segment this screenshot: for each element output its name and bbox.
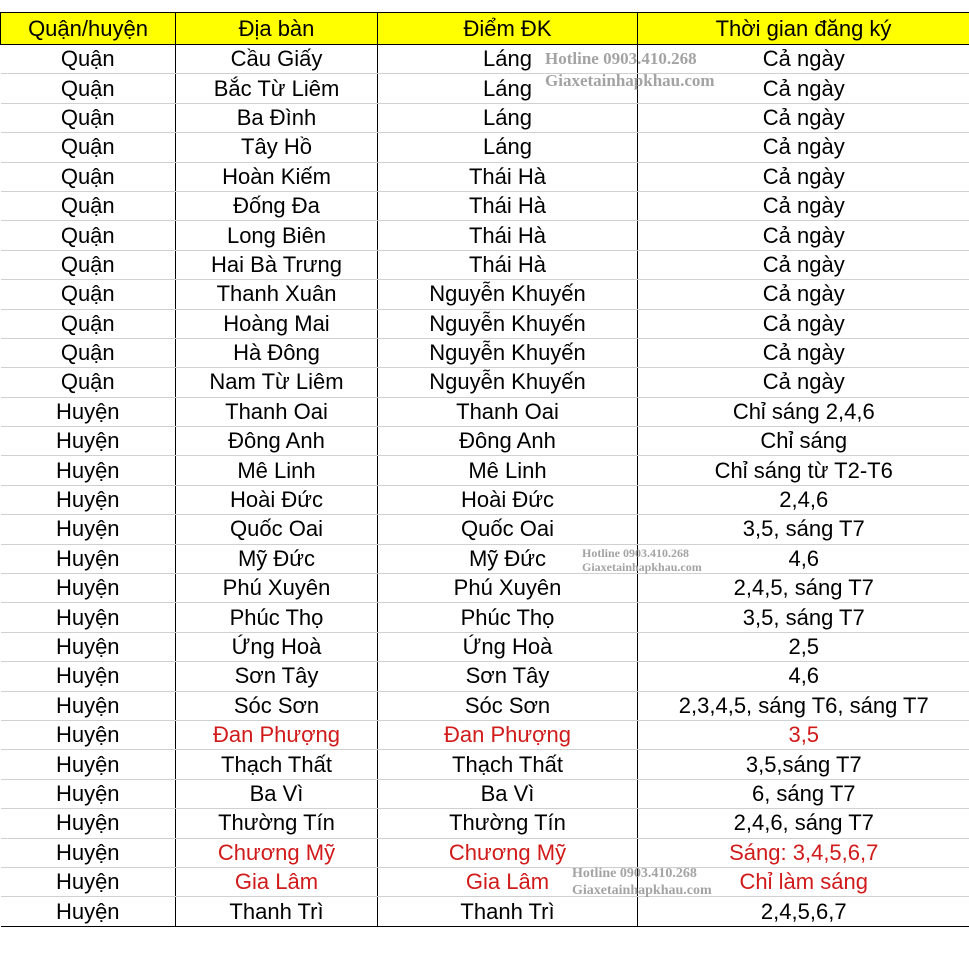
cell-district-type: Quận xyxy=(1,338,176,367)
cell-registration-time: Cả ngày xyxy=(638,368,969,397)
cell-registration-time: 2,4,5, sáng T7 xyxy=(638,574,969,603)
header-registration-point: Điểm ĐK xyxy=(378,13,638,45)
cell-registration-point: Chương Mỹ xyxy=(378,838,638,867)
cell-district-type: Huyện xyxy=(1,867,176,896)
cell-district-type: Huyện xyxy=(1,544,176,573)
cell-registration-point: Thanh Oai xyxy=(378,397,638,426)
cell-area: Thanh Oai xyxy=(176,397,378,426)
cell-district-type: Huyện xyxy=(1,691,176,720)
cell-district-type: Quận xyxy=(1,103,176,132)
watermark-hotline: Hotline 0903.410.268 xyxy=(572,866,697,881)
cell-registration-time: Cả ngày xyxy=(638,309,969,338)
cell-registration-time: Chỉ sáng 2,4,6 xyxy=(638,397,969,426)
table-row xyxy=(1,280,969,309)
registration-schedule-sheet xyxy=(0,12,969,927)
table-row xyxy=(1,720,969,749)
cell-area: Thanh Xuân xyxy=(176,280,378,309)
cell-registration-point: Nguyễn Khuyến xyxy=(378,338,638,367)
cell-area: Bắc Từ Liêm xyxy=(176,74,378,103)
cell-registration-time: Chỉ sáng từ T2-T6 xyxy=(638,456,969,485)
cell-registration-point: Thái Hà xyxy=(378,250,638,279)
header-area: Địa bàn xyxy=(176,13,378,45)
table-row xyxy=(1,309,969,338)
cell-district-type: Quận xyxy=(1,133,176,162)
cell-area: Quốc Oai xyxy=(176,515,378,544)
cell-registration-time: Cả ngày xyxy=(638,74,969,103)
cell-area: Phúc Thọ xyxy=(176,603,378,632)
table-row xyxy=(1,338,969,367)
cell-district-type: Quận xyxy=(1,280,176,309)
cell-registration-point: Mê Linh xyxy=(378,456,638,485)
cell-district-type: Huyện xyxy=(1,809,176,838)
cell-registration-point: Nguyễn Khuyến xyxy=(378,280,638,309)
watermark-site: Giaxetainhapkhau.com xyxy=(582,560,702,574)
cell-area: Ba Vì xyxy=(176,779,378,808)
cell-registration-time: Cả ngày xyxy=(638,338,969,367)
cell-area: Thanh Trì xyxy=(176,897,378,926)
cell-district-type: Quận xyxy=(1,309,176,338)
table-row xyxy=(1,809,969,838)
cell-area: Mê Linh xyxy=(176,456,378,485)
cell-district-type: Quận xyxy=(1,74,176,103)
cell-area: Ba Đình xyxy=(176,103,378,132)
cell-registration-point: Thái Hà xyxy=(378,191,638,220)
cell-registration-point: Thạch Thất xyxy=(378,750,638,779)
cell-registration-time: Cả ngày xyxy=(638,280,969,309)
cell-district-type: Huyện xyxy=(1,397,176,426)
table-row xyxy=(1,162,969,191)
cell-area: Sóc Sơn xyxy=(176,691,378,720)
table-row xyxy=(1,691,969,720)
cell-district-type: Quận xyxy=(1,221,176,250)
cell-registration-point: Thường Tín xyxy=(378,809,638,838)
cell-registration-time: Sáng: 3,4,5,6,7 xyxy=(638,838,969,867)
cell-registration-point: Phú Xuyên xyxy=(378,574,638,603)
cell-district-type: Huyện xyxy=(1,427,176,456)
watermark-hotline: Hotline 0903.410.268 xyxy=(582,546,689,560)
table-row xyxy=(1,838,969,867)
cell-district-type: Quận xyxy=(1,162,176,191)
cell-district-type: Quận xyxy=(1,368,176,397)
watermark-site: Giaxetainhapkhau.com xyxy=(572,883,712,898)
cell-registration-point: Nguyễn Khuyến xyxy=(378,368,638,397)
cell-district-type: Quận xyxy=(1,45,176,74)
cell-registration-time: 4,6 xyxy=(638,662,969,691)
cell-district-type: Quận xyxy=(1,250,176,279)
table-row xyxy=(1,632,969,661)
cell-district-type: Huyện xyxy=(1,515,176,544)
table-row xyxy=(1,662,969,691)
table-row xyxy=(1,221,969,250)
table-row xyxy=(1,427,969,456)
cell-district-type: Huyện xyxy=(1,485,176,514)
cell-registration-time: Cả ngày xyxy=(638,250,969,279)
cell-registration-time: 2,4,6, sáng T7 xyxy=(638,809,969,838)
table-row xyxy=(1,191,969,220)
cell-registration-point: Quốc Oai xyxy=(378,515,638,544)
cell-area: Sơn Tây xyxy=(176,662,378,691)
table-row xyxy=(1,456,969,485)
cell-registration-point: Đông Anh xyxy=(378,427,638,456)
table-row xyxy=(1,397,969,426)
cell-area: Đống Đa xyxy=(176,191,378,220)
table-row xyxy=(1,45,969,74)
cell-registration-time: 2,4,6 xyxy=(638,485,969,514)
cell-registration-time: 6, sáng T7 xyxy=(638,779,969,808)
cell-area: Phú Xuyên xyxy=(176,574,378,603)
cell-registration-time: Cả ngày xyxy=(638,45,969,74)
table-row xyxy=(1,250,969,279)
cell-area: Thường Tín xyxy=(176,809,378,838)
table-row xyxy=(1,750,969,779)
table-row xyxy=(1,544,969,573)
cell-registration-time: Cả ngày xyxy=(638,103,969,132)
cell-area: Hoàng Mai xyxy=(176,309,378,338)
cell-registration-point: Sơn Tây xyxy=(378,662,638,691)
table-row xyxy=(1,515,969,544)
cell-district-type: Quận xyxy=(1,191,176,220)
cell-registration-time: 3,5, sáng T7 xyxy=(638,603,969,632)
cell-registration-point: Mỹ Đức xyxy=(378,544,638,573)
cell-district-type: Huyện xyxy=(1,750,176,779)
table-row xyxy=(1,368,969,397)
table-row xyxy=(1,103,969,132)
cell-area: Mỹ Đức xyxy=(176,544,378,573)
cell-district-type: Huyện xyxy=(1,720,176,749)
table-header-row xyxy=(1,13,969,45)
cell-district-type: Huyện xyxy=(1,456,176,485)
cell-area: Hai Bà Trưng xyxy=(176,250,378,279)
cell-registration-point: Nguyễn Khuyến xyxy=(378,309,638,338)
cell-registration-time: Chỉ làm sáng xyxy=(638,867,969,896)
cell-registration-time: 3,5,sáng T7 xyxy=(638,750,969,779)
cell-area: Nam Từ Liêm xyxy=(176,368,378,397)
header-district-type: Quận/huyện xyxy=(1,13,176,45)
cell-registration-time: 2,5 xyxy=(638,632,969,661)
registration-table xyxy=(0,12,969,927)
watermark-site: Giaxetainhapkhau.com xyxy=(545,71,715,90)
cell-registration-point: Hoài Đức xyxy=(378,485,638,514)
cell-registration-point: Ba Vì xyxy=(378,779,638,808)
cell-district-type: Huyện xyxy=(1,779,176,808)
cell-registration-point: Ứng Hoà xyxy=(378,632,638,661)
table-row xyxy=(1,574,969,603)
cell-registration-point: Láng xyxy=(378,103,638,132)
cell-district-type: Huyện xyxy=(1,632,176,661)
cell-area: Cầu Giấy xyxy=(176,45,378,74)
cell-registration-time: Cả ngày xyxy=(638,221,969,250)
cell-area: Ứng Hoà xyxy=(176,632,378,661)
cell-district-type: Huyện xyxy=(1,838,176,867)
header-registration-time: Thời gian đăng ký xyxy=(638,13,969,45)
cell-district-type: Huyện xyxy=(1,603,176,632)
cell-registration-point: Láng xyxy=(378,133,638,162)
table-row xyxy=(1,603,969,632)
table-row xyxy=(1,485,969,514)
cell-registration-time: 4,6 xyxy=(638,544,969,573)
cell-registration-point: Phúc Thọ xyxy=(378,603,638,632)
cell-registration-point: Thanh Trì xyxy=(378,897,638,926)
cell-registration-time: Chỉ sáng xyxy=(638,427,969,456)
table-row xyxy=(1,74,969,103)
cell-registration-time: Cả ngày xyxy=(638,162,969,191)
cell-registration-time: Cả ngày xyxy=(638,133,969,162)
cell-area: Hoàn Kiếm xyxy=(176,162,378,191)
cell-area: Hoài Đức xyxy=(176,485,378,514)
cell-registration-time: 2,3,4,5, sáng T6, sáng T7 xyxy=(638,691,969,720)
cell-registration-point: Sóc Sơn xyxy=(378,691,638,720)
cell-area: Gia Lâm xyxy=(176,867,378,896)
table-row xyxy=(1,867,969,896)
cell-area: Thạch Thất xyxy=(176,750,378,779)
cell-registration-point: Thái Hà xyxy=(378,221,638,250)
cell-registration-point: Láng xyxy=(378,74,638,103)
cell-registration-point: Gia Lâm xyxy=(378,867,638,896)
cell-district-type: Huyện xyxy=(1,574,176,603)
cell-district-type: Huyện xyxy=(1,897,176,926)
cell-registration-point: Láng xyxy=(378,45,638,74)
cell-registration-time: Cả ngày xyxy=(638,191,969,220)
cell-area: Chương Mỹ xyxy=(176,838,378,867)
cell-registration-point: Thái Hà xyxy=(378,162,638,191)
cell-registration-time: 2,4,5,6,7 xyxy=(638,897,969,926)
cell-registration-point: Đan Phượng xyxy=(378,720,638,749)
cell-area: Long Biên xyxy=(176,221,378,250)
table-row xyxy=(1,779,969,808)
cell-district-type: Huyện xyxy=(1,662,176,691)
table-body xyxy=(1,45,969,927)
cell-area: Hà Đông xyxy=(176,338,378,367)
cell-area: Đông Anh xyxy=(176,427,378,456)
cell-registration-time: 3,5 xyxy=(638,720,969,749)
table-row xyxy=(1,133,969,162)
cell-area: Tây Hồ xyxy=(176,133,378,162)
table-row xyxy=(1,897,969,926)
cell-area: Đan Phượng xyxy=(176,720,378,749)
watermark-hotline: Hotline 0903.410.268 xyxy=(545,49,697,68)
cell-registration-time: 3,5, sáng T7 xyxy=(638,515,969,544)
